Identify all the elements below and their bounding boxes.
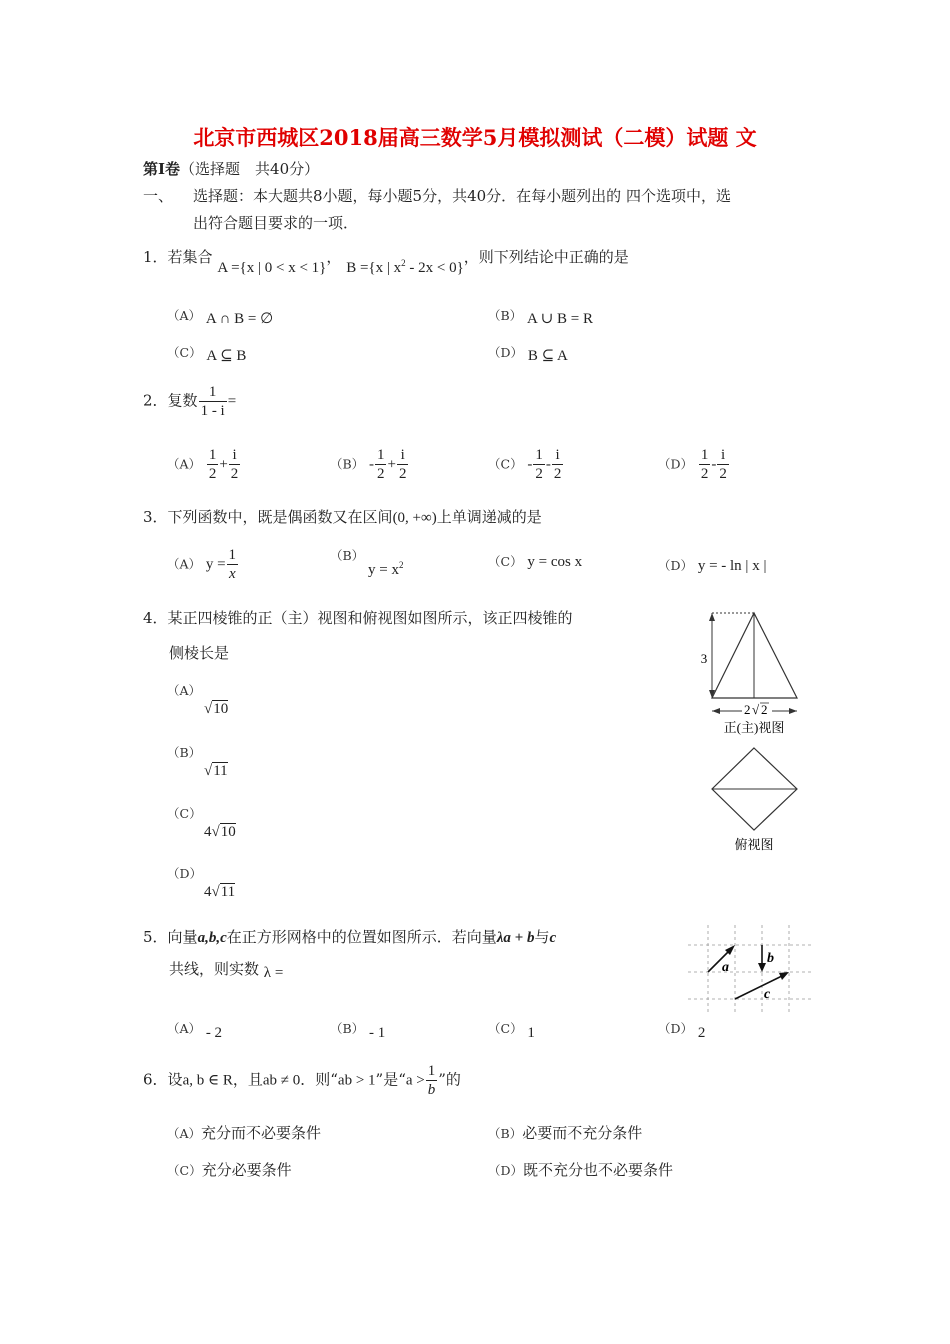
q3-option-d[interactable] [658,556,766,575]
option-label: （B） [488,1126,523,1141]
fraction [229,446,241,483]
numerator: 1 [199,383,227,402]
option-math: A ⊆ B [206,348,247,364]
option-label: （A） [167,1021,202,1036]
option-value: - 1 [368,1025,386,1041]
statement-p: ab > 1 [337,1072,376,1089]
option-label: （B） [330,456,365,472]
fraction [552,446,564,483]
option-label: （A） [167,308,202,323]
denominator: b [427,1082,436,1098]
operator: - [711,456,717,473]
option-label: （C） [488,456,523,472]
coefficient: 4 [204,884,212,900]
q3-option-a[interactable] [167,546,239,583]
vector-grid-figure [688,925,812,1015]
option-math [204,884,235,900]
arrow-head [758,963,766,972]
radicand: 11 [213,763,228,779]
option-math [204,824,236,840]
numerator: i [552,446,564,465]
section-line-2: 出符合题目要求的一项． [193,214,359,232]
page-title: 北京市西城区2018届高三数学5月模拟测试（二模）试题 文 [193,125,757,150]
denominator: 2 [376,466,385,482]
set-b-pre: B ={x | x [346,260,402,276]
denominator: 2 [553,466,562,482]
question-text: 若集合 [167,248,213,266]
question-text: 与 [534,928,550,946]
question-5-line-2 [169,958,283,979]
numerator: i [229,446,241,465]
option-label: （C） [167,1163,202,1178]
option-value: 1 [527,1025,535,1041]
option-math [368,562,403,578]
fraction [227,546,239,583]
question-text: 向量 [167,928,198,946]
option-label: （D） [488,1163,524,1178]
set-b [346,260,464,276]
question-number: 1． [143,248,168,266]
question-text: 在正方形网格中的位置如图所示．若向量 [226,928,497,946]
label-c: c [764,987,771,1002]
front-view [701,613,797,717]
pyramid-views-figure [690,605,820,855]
operator: - [545,456,551,473]
question-3 [143,506,542,527]
condition-2: ab ≠ 0 [262,1072,301,1089]
question-text: 设 [167,1070,183,1089]
vector-c: c [549,930,557,946]
q2-option-b[interactable] [330,446,409,483]
question-number: 5． [143,928,168,946]
question-number: 3． [143,508,168,526]
denominator: 1 - i [200,403,225,419]
top-view [712,748,797,830]
label-b: b [767,951,774,966]
option-label: （D） [658,558,694,573]
question-text: 下列函数中，既是偶函数又在区间 [167,508,393,526]
option-label: （A） [167,683,202,698]
option-label: （B） [167,745,202,760]
question-4 [143,607,573,628]
fraction [426,1062,438,1099]
option-label: （C） [167,345,202,360]
option-label: （B） [488,308,523,323]
option-label: （A） [167,556,202,572]
q1-option-d[interactable] [488,343,568,362]
option-math: y = cos x [527,554,583,570]
option-text: 既不充分也不必要条件 [523,1161,674,1179]
option-text: 充分必要条件 [201,1161,292,1179]
option-label: （B） [330,1021,365,1036]
question-text: 复数 [167,391,198,410]
section-number: 一、 [143,187,174,205]
fraction [533,446,545,483]
q1-option-a[interactable] [167,306,273,325]
q1-option-b[interactable] [488,306,593,325]
option-math: B ⊆ A [527,348,568,364]
numerator: 1 [376,447,385,463]
part-heading [143,158,319,179]
option-math [204,763,228,779]
q6-option-b[interactable] [488,1122,642,1143]
base-label-radicand: 2 [761,702,768,717]
set-b-post: - 2x < 0} [405,260,464,276]
option-label: （A） [167,456,202,472]
option-label: （A） [167,1126,202,1141]
interval: (0, +∞) [392,510,437,526]
numerator: 1 [208,447,217,463]
q2-option-c[interactable] [488,446,564,483]
fraction [375,446,387,483]
numerator: i [717,446,729,465]
question-2 [143,383,236,420]
question-text: 某正四棱锥的正（主）视图和俯视图如图所示，该正四棱锥的 [167,609,573,627]
numerator: i [397,446,409,465]
question-5 [143,926,556,947]
numerator: 1 [535,447,543,463]
set-a: A ={x | 0 < x < 1} [217,260,327,276]
option-label: （D） [167,866,203,881]
coefficient: 4 [204,824,212,840]
q5-option-d[interactable] [658,1019,706,1041]
question-tail: 上单调递减的是 [436,508,542,526]
question-tail: ，则下列结论中正确的是 [463,248,629,266]
option-label: （D） [658,1021,694,1036]
option-math-base: y = x [368,562,399,578]
question-6 [143,1062,461,1099]
sqrt: √10 [204,701,229,717]
lambda: λ = [263,965,284,981]
height-label: 3 [700,651,708,666]
vector-c [735,974,786,999]
option-text: 必要而不充分条件 [522,1124,643,1142]
q4-option-b[interactable] [167,743,228,780]
option-math: A ∪ B = R [526,311,594,327]
q4-option-a[interactable] [167,681,228,718]
q4-option-d[interactable] [167,864,235,901]
radicand: 10 [213,701,229,717]
radicand: 11 [220,884,236,900]
denominator: 2 [230,466,239,482]
base-label-sqrt-sign: √ [752,702,760,717]
radicand: 10 [220,824,236,840]
base-label-coef: 2 [744,702,751,717]
q5-option-b[interactable] [330,1019,386,1041]
q5-option-a[interactable] [167,1019,223,1041]
q1-option-c[interactable] [167,343,246,362]
q6-option-c[interactable] [167,1159,292,1180]
top-view-caption: 俯视图 [734,837,774,852]
question-text: ”是“ [375,1070,406,1089]
vector-expression: λa + b [496,930,535,946]
arrow-head [712,708,720,714]
question-text: 共线，则实数 [169,960,260,978]
q2-option-d[interactable] [658,446,730,483]
option-text: 充分而不必要条件 [201,1124,322,1142]
fraction [207,446,219,483]
operator: + [219,456,228,473]
question-1 [143,246,629,276]
question-text: ．则“ [300,1070,338,1089]
sqrt: √11 [211,884,236,900]
denominator: 2 [719,466,727,482]
exponent: 2 [398,560,404,570]
part-note: （选择题 共40分） [180,160,320,178]
fraction [699,446,711,483]
question-number: 6． [143,1070,168,1089]
statement-q: a > [405,1072,425,1089]
denominator: 2 [208,466,217,482]
q3-option-c[interactable] [488,552,582,571]
q5-option-c[interactable] [488,1019,535,1041]
option-label: （D） [488,345,524,360]
operator: + [387,456,396,473]
equals-sign: = [227,393,237,410]
option-math: y = [205,556,226,573]
comma: ， [326,248,342,266]
arrow-head [709,613,715,621]
option-label: （B） [330,548,365,563]
condition-1: a, b ∈ R [182,1072,233,1089]
option-math: A ∩ B = ∅ [205,311,274,327]
numerator: 1 [228,547,237,563]
vectors: a,b,c [197,930,227,946]
sign: - [527,456,533,473]
option-label: （C） [488,554,523,569]
question-4-line-2: 侧棱长是 [169,644,230,662]
fraction [717,446,729,483]
option-math: y = - ln | x | [697,558,767,574]
option-math [204,701,228,717]
fraction [397,446,409,483]
arrow-head [789,708,797,714]
denominator: 2 [700,466,709,482]
option-label: （C） [167,806,202,821]
option-label: （D） [658,456,694,472]
question-text: ，且 [232,1070,263,1089]
option-value: - 2 [205,1025,223,1041]
q3-option-b[interactable] [330,546,403,583]
numerator: 1 [427,1063,436,1079]
arrow-head [779,972,789,980]
q6-option-d[interactable] [488,1159,673,1180]
numerator: 1 [700,447,709,463]
fraction [199,383,227,420]
q2-option-a[interactable] [167,446,241,483]
part-label: 第Ⅰ卷 [143,160,181,178]
q4-option-c[interactable] [167,804,236,841]
set-b-sup: 2 [401,258,406,268]
grid-lines [688,925,812,1015]
option-value: 2 [697,1025,706,1041]
denominator: 2 [535,466,543,482]
question-number: 4． [143,609,168,627]
question-number: 2． [143,391,168,410]
option-label: （C） [488,1021,523,1036]
question-text: ”的 [438,1070,461,1089]
q6-option-a[interactable] [167,1122,321,1143]
sqrt: √11 [204,763,228,779]
front-view-caption: 正(主)视图 [723,720,785,735]
denominator: 2 [398,466,407,482]
section-line-1: 选择题：本大题共8小题，每小题5分，共40分．在每小题列出的 四个选项中，选 [193,187,731,205]
label-a: a [722,960,729,975]
sqrt: √10 [211,824,236,840]
denominator: x [228,566,236,582]
sign: - [368,456,374,473]
